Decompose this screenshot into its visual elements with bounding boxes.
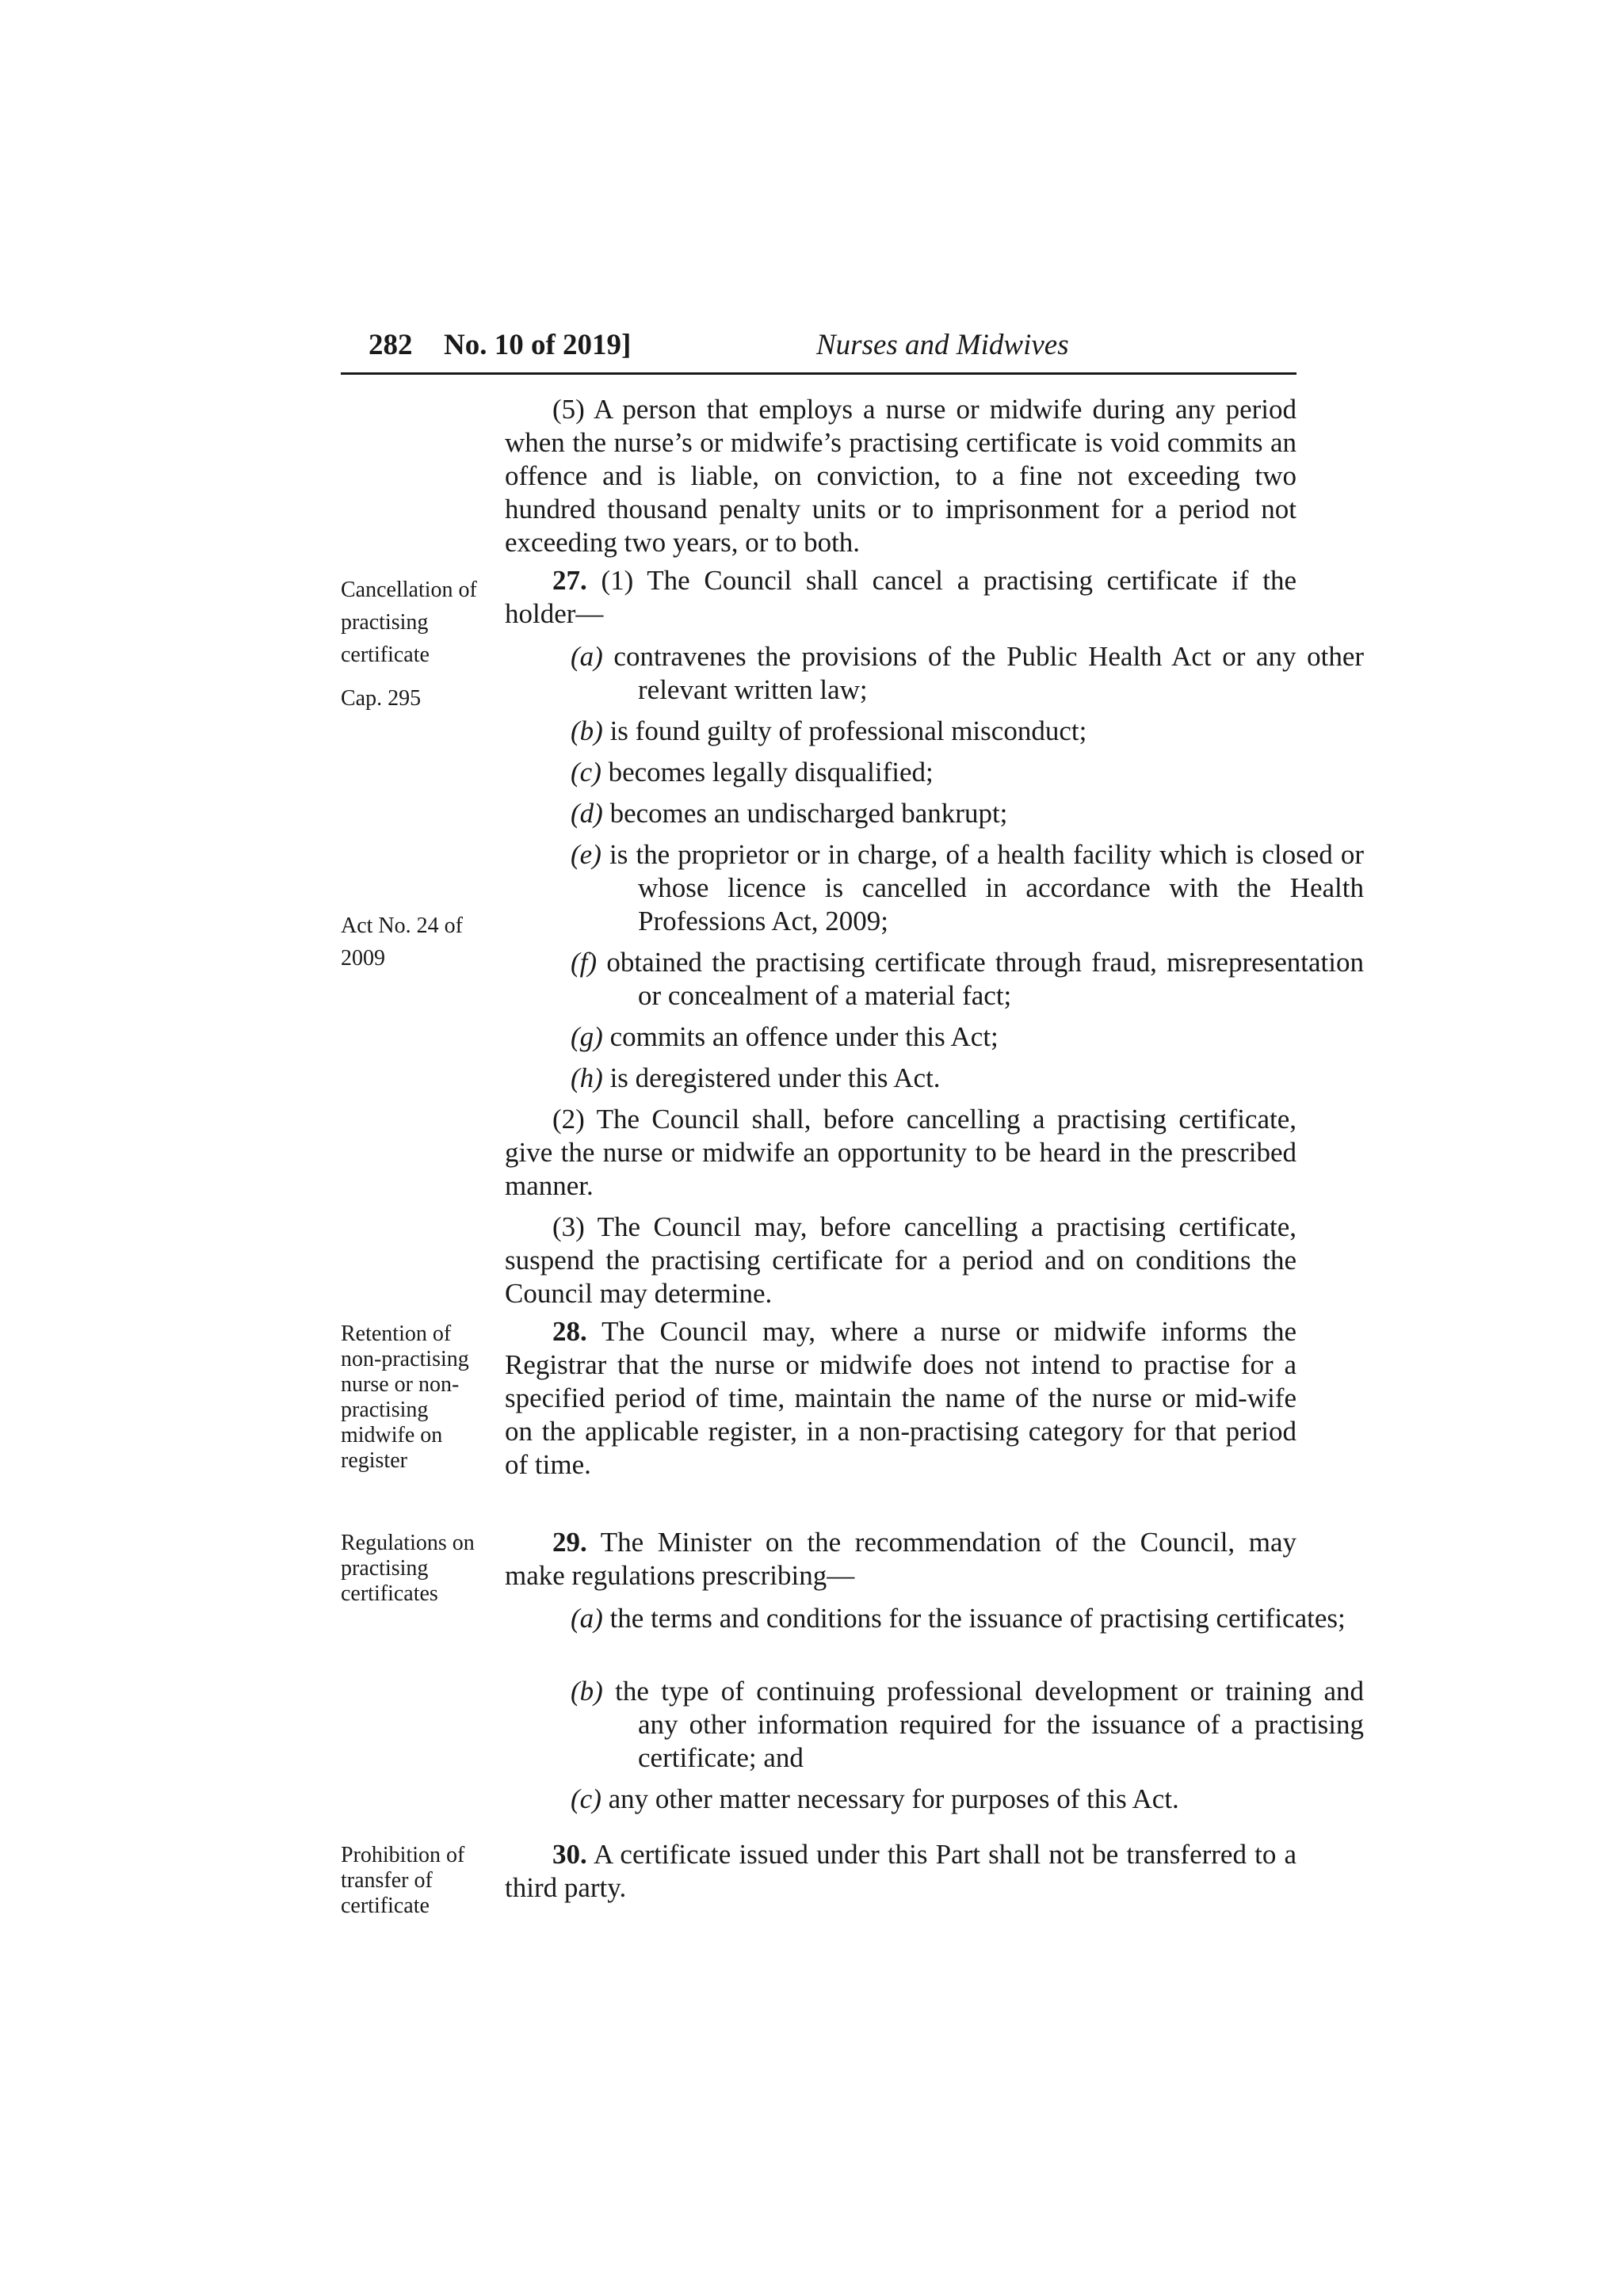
- margin-note-regulations: Regulations on practising certificates: [341, 1531, 475, 1606]
- section-number: 28.: [552, 1316, 587, 1347]
- margin-note-retention: Retention of non-practising nurse or non-practising midwife on register: [341, 1322, 469, 1473]
- section-27-subsection-2: (2) The Council shall, before cancelling a practising certificate, give the nurse or midwife an opportunity to be heard in the prescribed manner.: [505, 1104, 1296, 1201]
- section-28: 28. The Council may, where a nurse or midwife informs the Registrar that the nurse or midwife does not intend to practise for a specified period of time, maintain the name of the nurse or mid-wife on the applicable register, in a non-practising category for that period of time.: [505, 1316, 1296, 1480]
- section-26-subsection-5: (5) A person that employs a nurse or midwife during any period when the nurse’s or midwife’s practising certificate is void commits an offence and is liable, on conviction, to a fine not exceeding two hundred thousand penalty units or to imprisonment for a period not exceeding two years, or to both.: [505, 394, 1296, 558]
- act-title: Nurses and Midwives: [816, 329, 1069, 361]
- margin-note-cancellation: Cancellation of practising certificate: [341, 578, 477, 667]
- section-27-item-g: (g) commits an offence under this Act;: [571, 1021, 999, 1052]
- section-27-item-b: (b) is found guilty of professional misconduct;: [571, 715, 1087, 746]
- section-27-item-f: (f) obtained the practising certificate through fraud, misrepresentation or concealment of a material fact;: [571, 947, 1364, 1011]
- section-number: 30.: [552, 1839, 587, 1870]
- section-number: 27.: [552, 565, 587, 596]
- act-number: No. 10 of 2019]: [444, 329, 632, 361]
- section-number: 29.: [552, 1527, 587, 1558]
- section-29-item-c: (c) any other matter necessary for purposes of this Act.: [571, 1783, 1179, 1814]
- margin-note-prohibition: Prohibition of transfer of certificate: [341, 1843, 465, 1918]
- margin-note-cap-295: Cap. 295: [341, 686, 422, 711]
- margin-note-act-24-2009: Act No. 24 of 2009: [341, 913, 463, 971]
- section-27-item-a: (a) contravenes the provisions of the Public Health Act or any other relevant written law;: [571, 641, 1365, 705]
- section-27-item-c: (c) becomes legally disqualified;: [571, 757, 934, 788]
- section-27-item-h: (h) is deregistered under this Act.: [571, 1062, 941, 1093]
- page-header: [341, 328, 1296, 375]
- section-27-subsection-3: (3) The Council may, before cancelling a practising certificate, suspend the practising certificate for a period and on conditions the Council may determine.: [505, 1211, 1296, 1309]
- section-27-item-d: (d) becomes an undischarged bankrupt;: [571, 798, 1008, 829]
- section-29-item-a: (a) the terms and conditions for the issuance of practising certificates;: [571, 1603, 1346, 1634]
- section-30: 30. A certificate issued under this Part shall not be transferred to a third party.: [505, 1839, 1296, 1903]
- section-29-item-b: (b) the type of continuing professional development or training and any other information required for the issuance of a practising certificate; and: [571, 1676, 1365, 1773]
- page-number: 282: [369, 329, 413, 361]
- section-27-intro: 27. (1) The Council shall cancel a practising certificate if the holder—: [505, 565, 1296, 629]
- section-27-item-e: (e) is the proprietor or in charge, of a health facility which is closed or whose licence is cancelled in accordance with the Health Professions Act, 2009;: [571, 839, 1365, 936]
- section-29-intro: 29. The Minister on the recommendation of the Council, may make regulations prescribing—: [505, 1527, 1297, 1591]
